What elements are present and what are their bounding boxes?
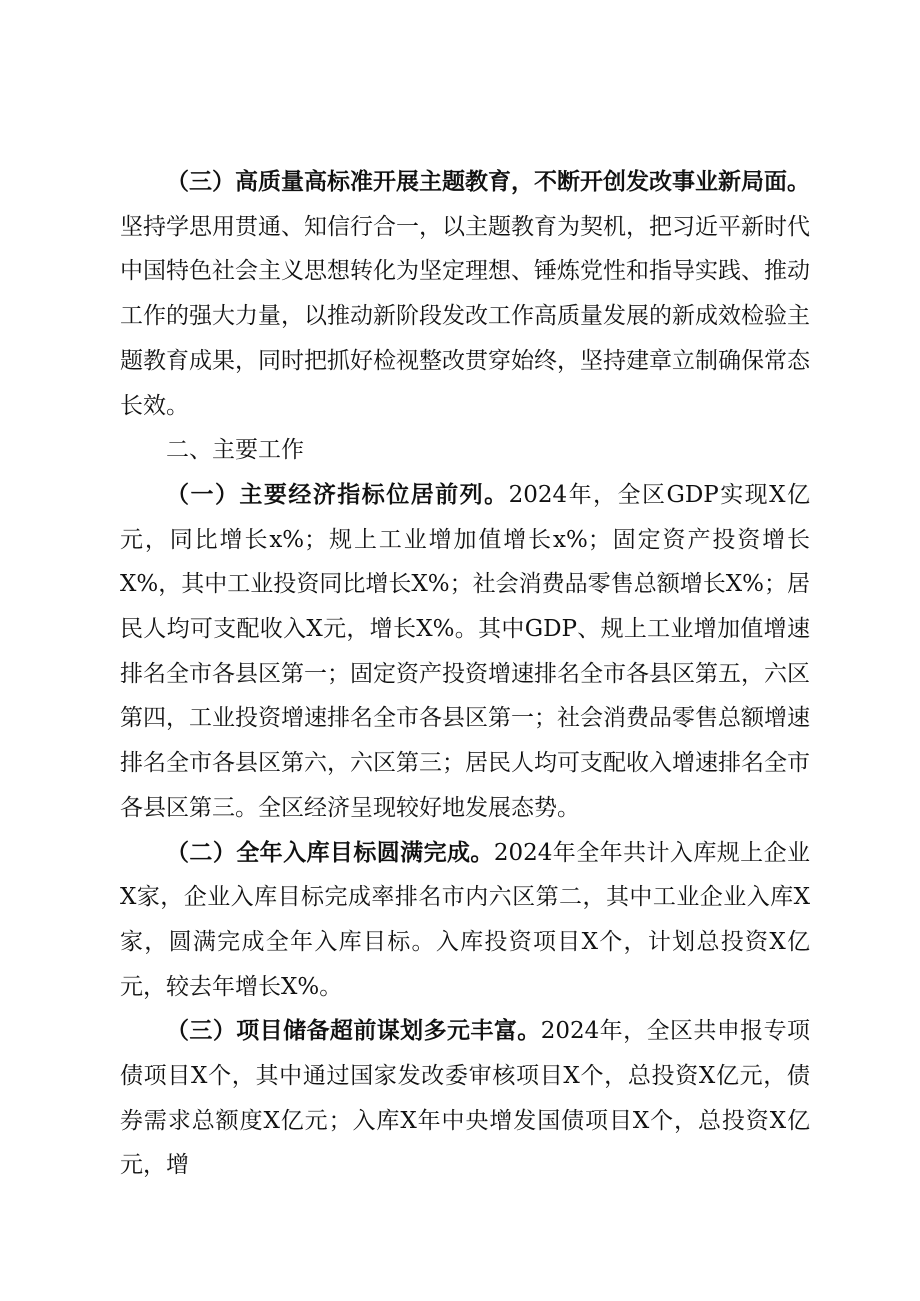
item-lead: （二）全年入库目标圆满完成。 [166, 839, 494, 866]
item-project-reserve [120, 1009, 810, 1188]
item-economic-indicators [120, 473, 810, 831]
item-text: 2024年，全区共申报专项债项目X个，其中通过国家发改委审核项目X个，总投资X亿元，债券需求总额度X亿元；入库X年中央增发国债项目X个，总投资X亿元，增 [120, 1018, 810, 1179]
item-lead: （三）项目储备超前谋划多元丰富。 [166, 1018, 541, 1045]
item-text: 2024年，全区GDP实现X亿元，同比增长x%；规上工业增加值增长x%；固定资产投资增长X%，其中工业投资同比增长X%；社会消费品零售总额增长X%；居民人均可支配收入X元，增长X%。其中GDP、规上工业增加值增速排名全市各县区第一；固定资产投资增速排名全市各县区第五，六区第四，工业投资增速排名全市各县区第一；社会消费品零售总额增速排名全市各县区第六，六区第三；居民人均可支配收入增速排名全市各县区第三。全区经济呈现较好地发展态势。 [120, 481, 810, 821]
document-body [120, 160, 810, 1188]
item-storage-targets [120, 831, 810, 1010]
item-text: 2024年全年共计入库规上企业X家，企业入库目标完成率排名市内六区第二，其中工业企业入库X家，圆满完成全年入库目标。入库投资项目X个，计划总投资X亿元，较去年增长X%。 [120, 839, 810, 1000]
section-heading: 二、主要工作 [166, 437, 304, 464]
paragraph-text: 坚持学思用贯通、知信行合一，以主题教育为契机，把习近平新时代中国特色社会主义思想转化为坚定理想、锤炼党性和指导实践、推动工作的强大力量，以推动新阶段发改工作高质量发展的新成效检验主题教育成果，同时把抓好检视整改贯穿始终，坚持建章立制确保常态长效。 [120, 213, 810, 419]
paragraph-lead: （三）高质量高标准开展主题教育，不断开创发改事业新局面。 [166, 169, 810, 195]
item-lead: （一）主要经济指标位居前列。 [166, 481, 509, 508]
paragraph-theme-education [120, 160, 810, 428]
